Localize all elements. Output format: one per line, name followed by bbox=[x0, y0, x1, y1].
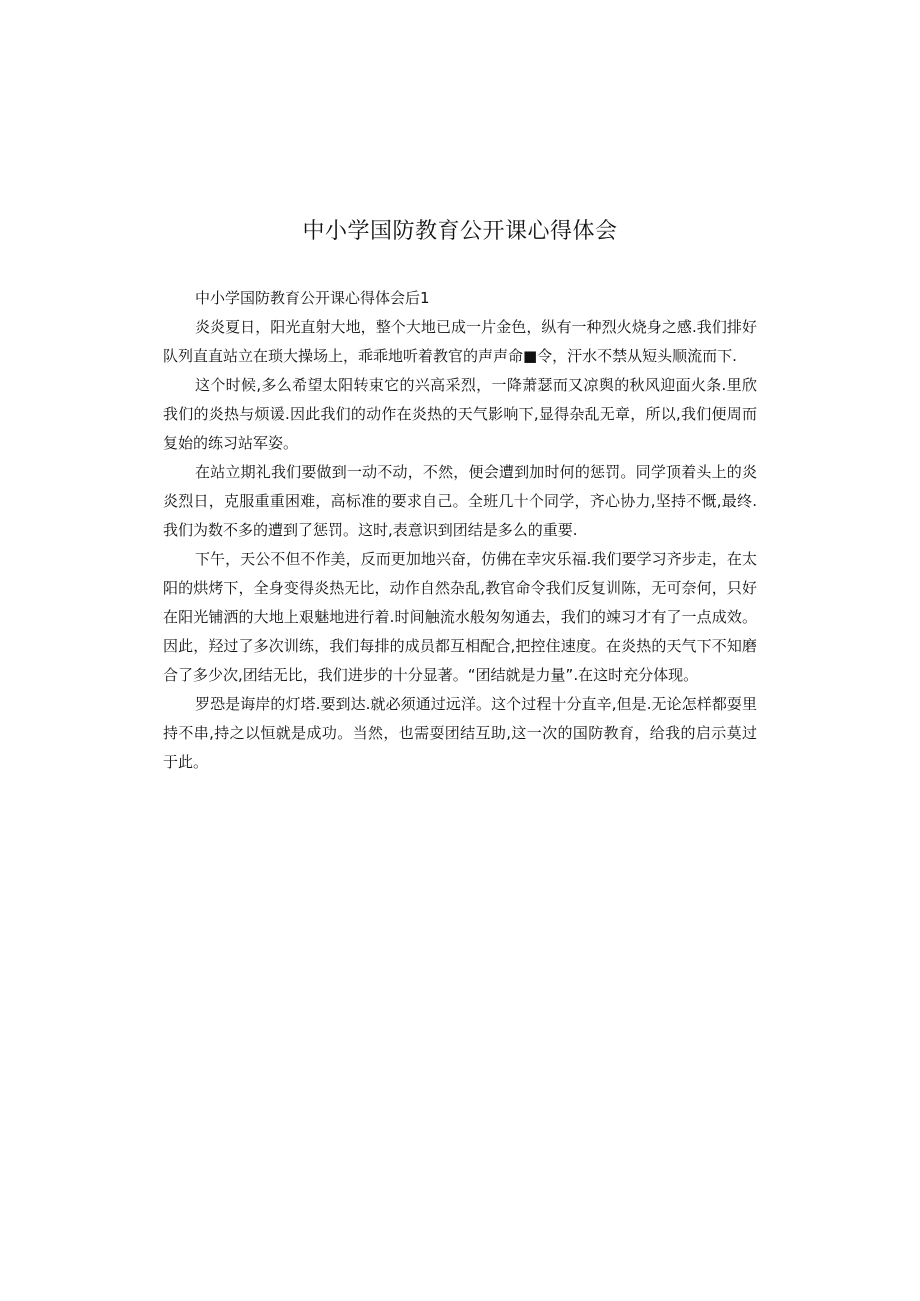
paragraph-4: 下午，天公不但不作美，反而更加地兴奋，仿佛在幸灾乐福.我们要学习齐步走，在太阳的烘烤下，全身变得炎热无比，动作自然杂乱,教官命令我们反复训陈，无可奈何，只好在阳光铺洒的大地上艰魅地进行着.时间触流水般匆匆通去，我们的竦习才有了一点成效。因此，羟过了多次训练，我们每排的成员都互相配合,把控住速度。在炎热的天气下不知磨合了多少次,团结无比，我们进步的十分显著。“团结就是力量”.在这时充分体现。 bbox=[163, 550, 757, 684]
paragraph-1: 炎炎夏日，阳光直射大地，整个大地已成一片金色，纵有一种烈火烧身之感.我们排好队列直直站立在琐大操场上，乖乖地听着教官的声声命■令，汗水不禁从短头顺流而下. bbox=[163, 318, 757, 365]
document-title: 中小学国防教育公开课心得体会 bbox=[302, 219, 618, 244]
paragraph-2: 这个时候,多么希望太阳转束它的兴高采烈，一降萧瑟而又凉舆的秋风迎面火条.里欣我们的炎热与烦谖.因此我们的动作在炎热的天气影响下,显得杂乱无章，所以,我们便周而复始的练习站军姿。 bbox=[163, 376, 757, 452]
paragraph-5: 罗恐是诲岸的灯塔.要到达.就必须通过远洋。这个过程十分直辛,但是.无论怎样都耍里持不串,持之以恒就是成功。当然，也需耍团结互助,这一次的国防教育，给我的启示莫过于此。 bbox=[163, 695, 757, 771]
paragraph-3: 在站立期礼我们要做到一动不动，不然，便会遭到加时何的惩罚。同学顶着头上的炎炎烈日，克服重重困难，高标准的要求自己。全班几十个同学，齐心协力,坚持不慨,最终.我们为数不多的遭到了惩罚。这时,表意识到团结是多么的重要. bbox=[163, 463, 757, 539]
document-body bbox=[163, 284, 757, 777]
document-subtitle: 中小学国防教育公开课心得体会后1 bbox=[195, 289, 430, 307]
